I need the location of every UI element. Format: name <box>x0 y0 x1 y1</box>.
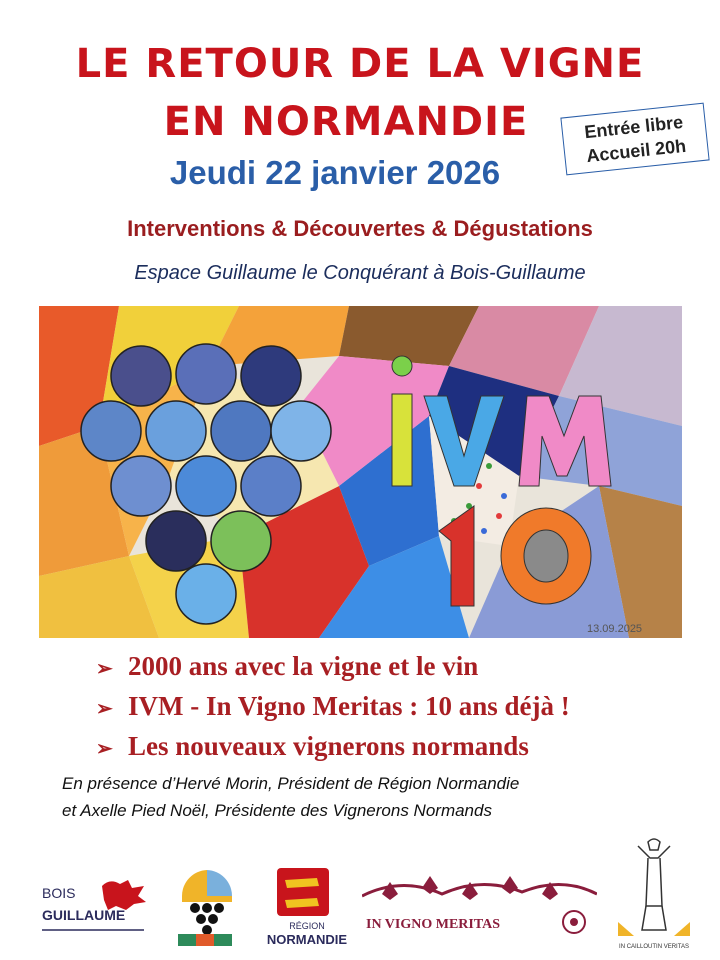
bullet-item <box>96 688 570 728</box>
arrow-bullet-icon: ➢ <box>96 658 113 680</box>
badge-line-2: Accueil 20h <box>585 135 688 167</box>
normandie-label: NORMANDIE <box>266 932 348 946</box>
ivm-label: IN VIGNO MERITAS <box>366 917 501 932</box>
bullet-item <box>96 728 570 768</box>
bullet-text: 2000 ans avec la vigne et le vin <box>128 651 479 681</box>
cailloutin-veritas-logo <box>618 836 690 952</box>
bullet-text: Les nouveaux vignerons normands <box>128 731 529 761</box>
title-line-2: EN NORMANDIE <box>163 99 529 145</box>
region-normandie-logo <box>257 866 357 946</box>
arrow-bullet-icon: ➢ <box>96 738 113 760</box>
painting-signature: 13.09.2025 <box>587 623 643 635</box>
guillaume-label: GUILLAUME <box>42 907 126 923</box>
badge-line-1: Entrée libre <box>583 111 685 143</box>
bois-guillaume-logo <box>40 876 152 938</box>
presence-line-2: et Axelle Pied Noël, Présidente des Vignerons Normands <box>62 801 492 820</box>
title-line-1: LE RETOUR DE LA VIGNE <box>75 41 645 87</box>
painting-image <box>39 306 682 638</box>
bois-label: BOIS <box>42 885 76 901</box>
subtitle: Interventions & Découvertes & Dégustations <box>127 216 593 241</box>
presence-line-1: En présence d’Hervé Morin, Président de Région Normandie <box>62 774 520 793</box>
venue: Espace Guillaume le Conquérant à Bois-Guillaume <box>134 262 586 284</box>
bullet-text: IVM - In Vigno Meritas : 10 ans déjà ! <box>128 691 570 721</box>
presence-text <box>62 770 519 824</box>
bullet-item <box>96 648 570 688</box>
veritas-label: IN CAILLOUTIN VERITAS <box>619 944 689 950</box>
event-date: Jeudi 22 janvier 2026 <box>169 154 501 191</box>
in-vigno-meritas-logo <box>362 866 597 936</box>
grape-logo <box>178 866 236 948</box>
region-label: RÉGION <box>289 921 325 931</box>
bullet-list <box>96 648 570 768</box>
arrow-bullet-icon: ➢ <box>96 698 113 720</box>
